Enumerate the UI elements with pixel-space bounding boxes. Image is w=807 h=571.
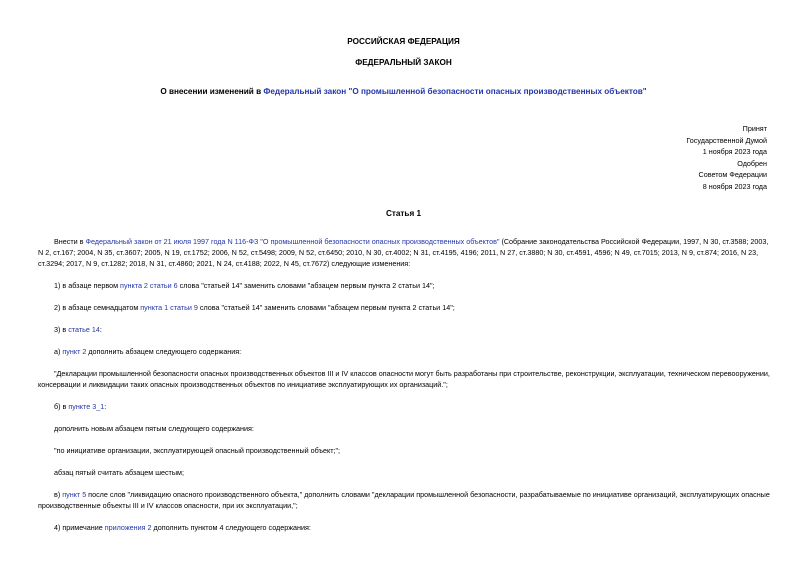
adoption-line: 1 ноября 2023 года (702, 147, 767, 156)
text-run: Внести в (54, 237, 86, 246)
adoption-line: Государственной Думой (686, 135, 767, 145)
subitem-b-line-2: "по инициативе организации, эксплуатирующей опасный производственный объект;"; (54, 446, 341, 455)
subitem-a-paragraph (38, 346, 770, 357)
text-run: дополнить абзацем следующего содержания: (86, 347, 242, 356)
appendix-2-link[interactable]: приложения 2 (104, 523, 152, 532)
article-9-link[interactable]: пункта 1 статьи 9 (140, 303, 198, 312)
law-title (0, 86, 807, 97)
text-run: 4) примечание (54, 523, 105, 532)
text-run: (Собрание законодательства Российской Федерации, 1997, N 30, ст.3588; 2003, N 2, ст.167; 2004, N 35, ст.3607; 2005, N 19, ст.1752; 2006, N 52, ст.5498; 2009, N 52, ст.6450; 2010, N 30, ст.4002; N 31, ст.4195, 4196; 2011, N 27, ст.3880; N 30, ст.4591, 4596; N 49, ст.7015; 2013, N 9, ст.874; 2016, N 23, ст.3294; 2017, N 9, ст.1282; 2018, N 31, ст.4860; 2021, N 24, ст.4188; 2022, N 45, ст.7672) следующие изменения: (38, 237, 769, 268)
adoption-line: Одобрен (737, 158, 767, 168)
country-heading: РОССИЙСКАЯ ФЕДЕРАЦИЯ (347, 37, 460, 46)
article-heading: Статья 1 (385, 209, 422, 218)
adoption-line: 8 ноября 2023 года (702, 181, 767, 191)
point-3-1-link[interactable]: пункте 3_1 (68, 402, 105, 411)
subitem-b-line-1: дополнить новым абзацем пятым следующего содержания: (54, 424, 254, 433)
text-run: слова "статьей 14" заменить словами "абзацем первым пункта 2 статьи 14"; (177, 281, 435, 290)
adoption-line: Советом Федерации (698, 170, 767, 179)
doc-type-heading: ФЕДЕРАЛЬНЫЙ ЗАКОН (355, 58, 452, 67)
point-5-link[interactable]: пункт 5 (62, 490, 87, 499)
subitem-v-paragraph (38, 489, 770, 511)
item-1-paragraph (38, 280, 770, 291)
law-title-prefix: О внесении изменений в (160, 87, 264, 96)
subitem-b-line-3: абзац пятый считать абзацем шестым; (54, 468, 184, 477)
item-2-paragraph (38, 302, 770, 313)
item-4-paragraph (38, 522, 770, 533)
subitem-b-paragraph (38, 401, 770, 412)
quote-paragraph: "Декларации промышленной безопасности опасных производственных объектов III и IV классов опасности могут быть разработаны при строительстве, реконструкции, эксплуатации, техническом перевооружении, консервации и ликвидации таких опасных производственных объектов по инициативе эксплуатирующих их организаций."; (38, 369, 770, 389)
text-run: а) (54, 347, 63, 356)
law-reference-link[interactable]: Федеральный закон от 21 июля 1997 года N 116-ФЗ "О промышленной безопасности опасных производственных объектов" (85, 237, 500, 246)
item-3-paragraph (38, 324, 770, 335)
intro-paragraph (38, 236, 770, 269)
article-body (38, 236, 770, 533)
text-run: 1) в абзаце первом (54, 281, 121, 290)
text-run: после слов "ликвидацию опасного производственного объекта," дополнить словами "декларации промышленной безопасности, разрабатываемые по инициативе организаций, эксплуатирующих опасные производственные объекты III и IV классов опасности, при их эксплуатации,"; (38, 490, 770, 510)
text-run: в) (54, 490, 63, 499)
text-run: слова "статьей 14" заменить словами "абзацем первым пункта 2 статьи 14"; (197, 303, 455, 312)
text-run: : (104, 402, 107, 411)
adoption-line: Принят (742, 124, 767, 133)
article-6-link[interactable]: пункта 2 статьи 6 (120, 281, 178, 290)
article-14-link[interactable]: статье 14 (68, 325, 100, 334)
adoption-block (686, 123, 767, 192)
text-run: 3) в (54, 325, 69, 334)
text-run: дополнить пунктом 4 следующего содержания: (151, 523, 311, 532)
point-2-link[interactable]: пункт 2 (62, 347, 87, 356)
law-title-link[interactable]: Федеральный закон "О промышленной безопасности опасных производственных объектов" (263, 87, 647, 96)
text-run: б) в (54, 402, 69, 411)
text-run: 2) в абзаце семнадцатом (54, 303, 141, 312)
text-run: : (99, 325, 102, 334)
